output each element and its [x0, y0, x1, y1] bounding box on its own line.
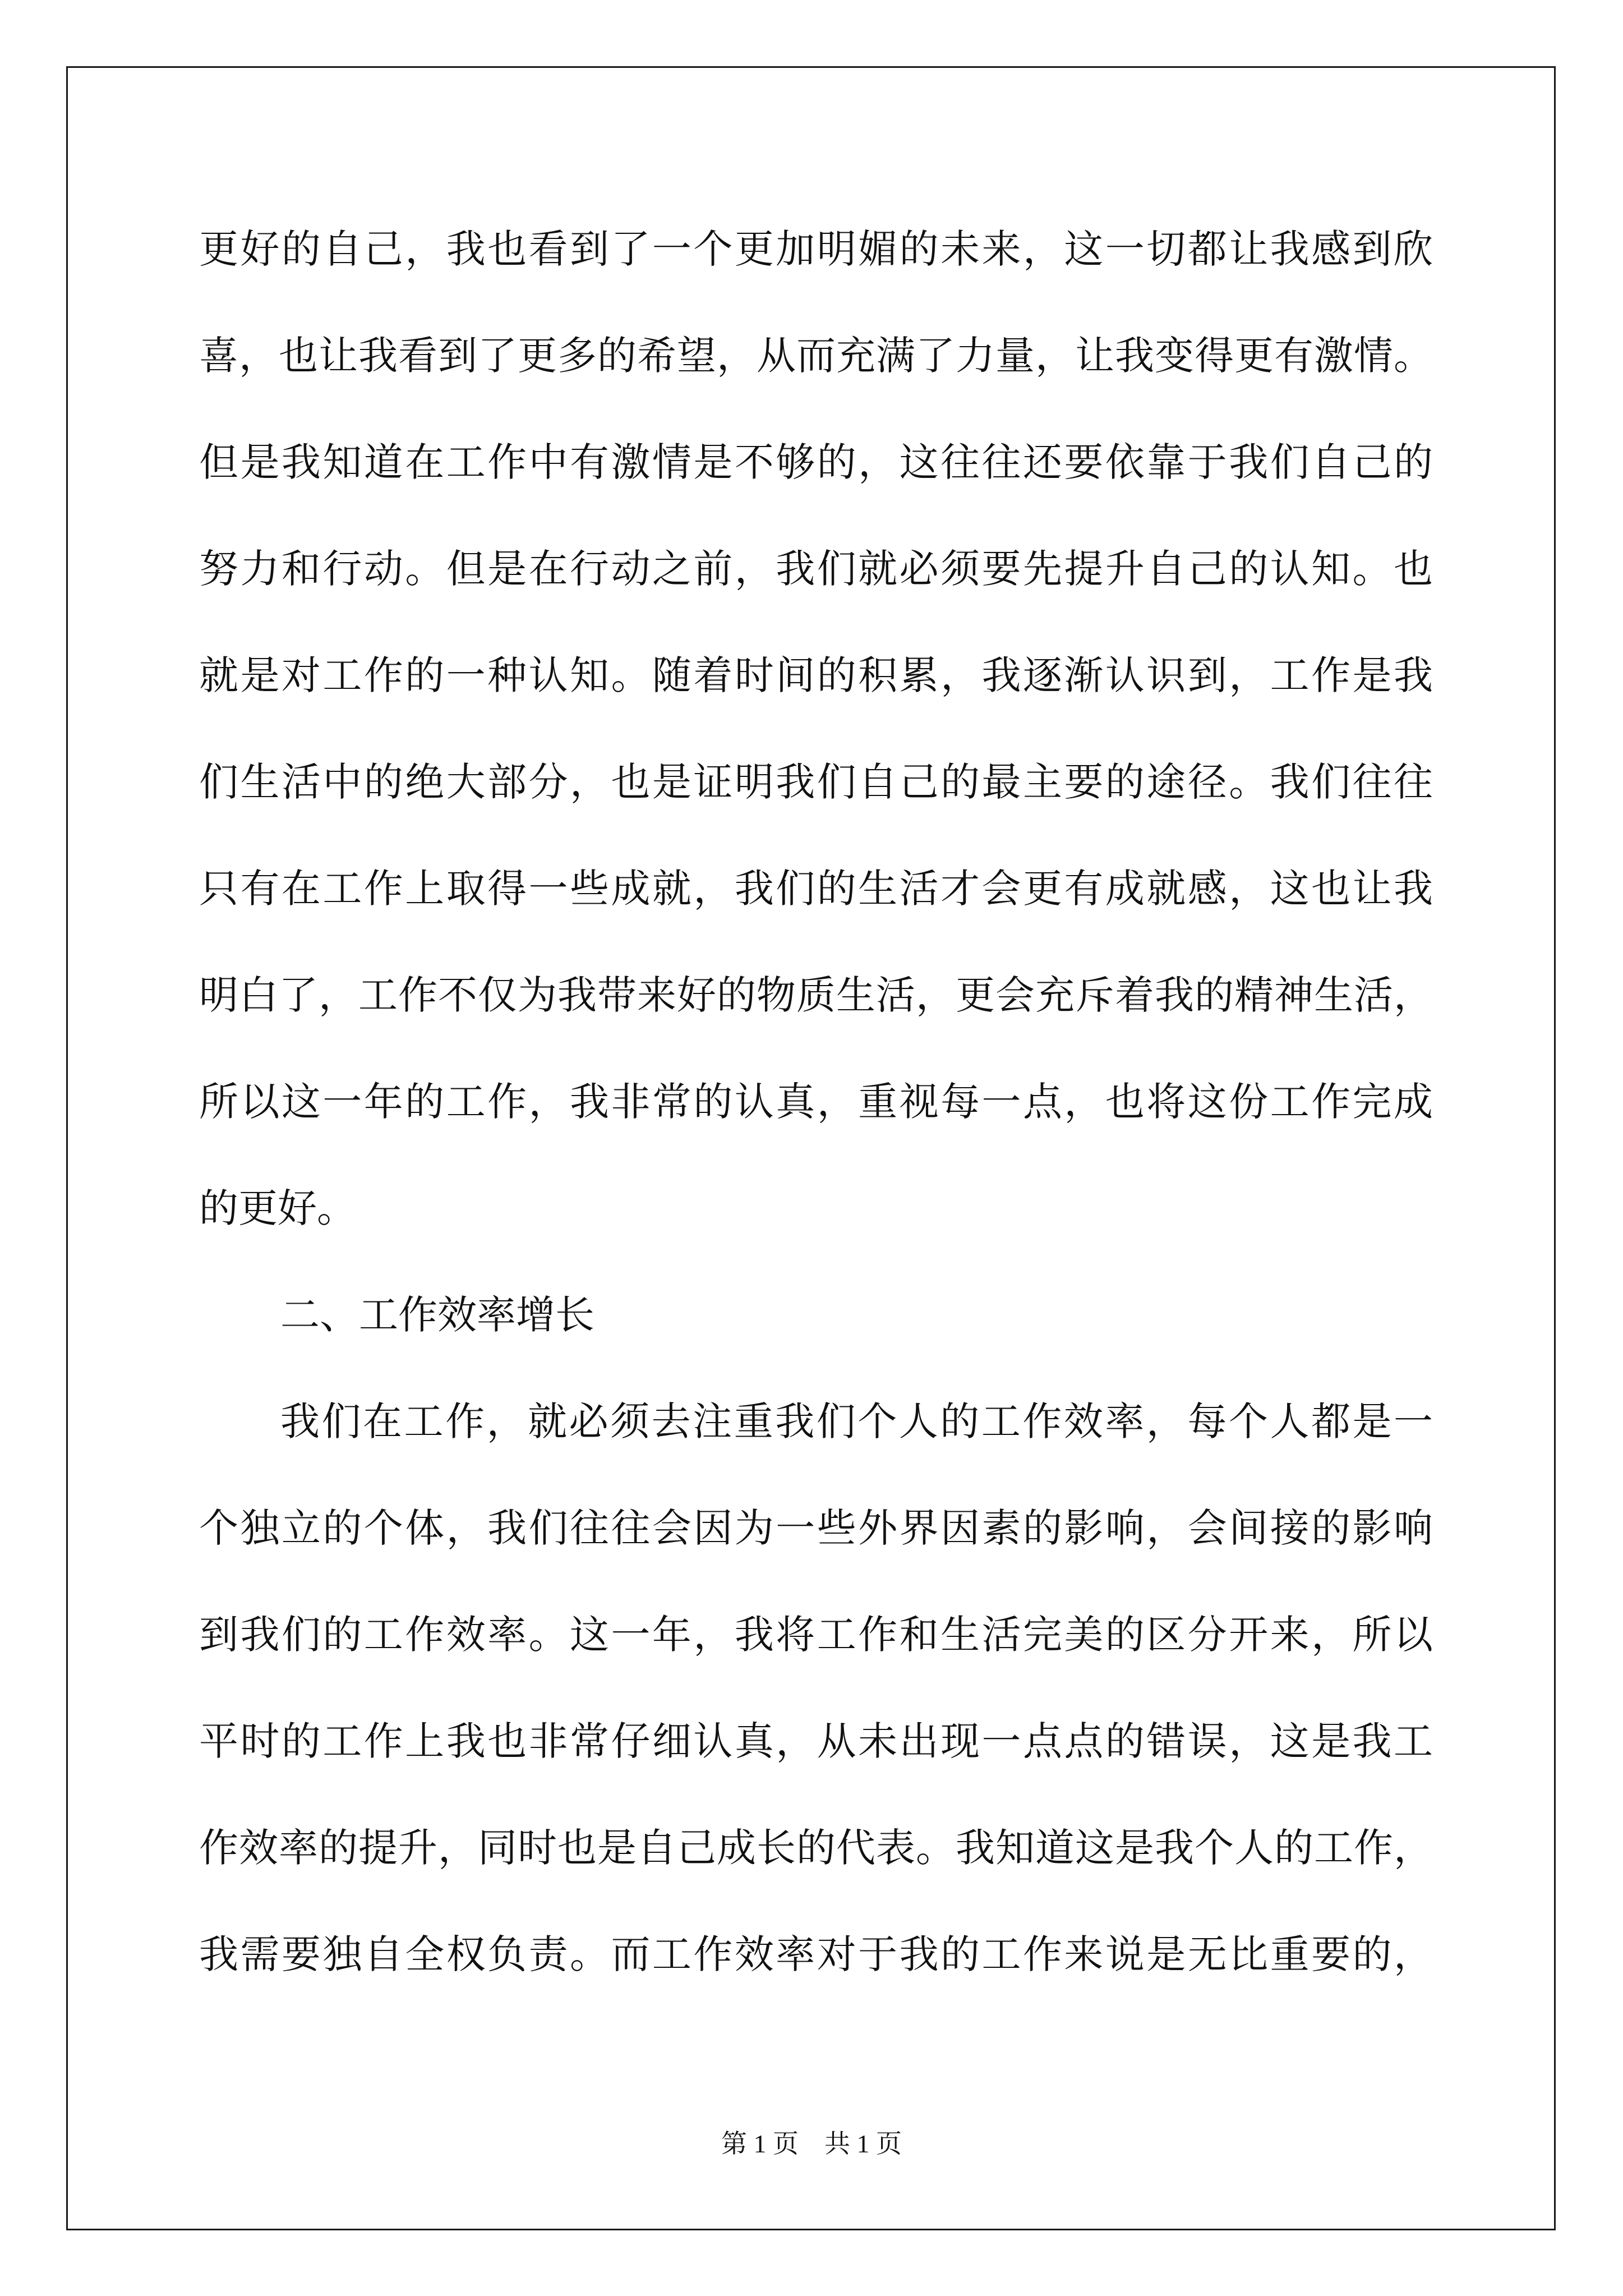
paragraph-line: 们生活中的绝大部分，也是证明我们自己的最主要的途径。我们往往	[199, 759, 1433, 805]
paragraph-line: 明白了，工作不仅为我带来好的物质生活，更会充斥着我的精神生活，	[199, 972, 1433, 1018]
paragraph-line: 到我们的工作效率。这一年，我将工作和生活完美的区分开来，所以	[199, 1612, 1433, 1658]
paragraph-line: 喜，也让我看到了更多的希望，从而充满了力量，让我变得更有激情。	[199, 333, 1433, 379]
paragraph-line: 所以这一年的工作，我非常的认真，重视每一点，也将这份工作完成	[199, 1079, 1433, 1125]
paragraph-line: 平时的工作上我也非常仔细认真，从未出现一点点的错误，这是我工	[199, 1718, 1433, 1764]
paragraph-line: 努力和行动。但是在行动之前，我们就必须要先提升自己的认知。也	[199, 546, 1433, 592]
paragraph-line: 只有在工作上取得一些成就，我们的生活才会更有成就感，这也让我	[199, 866, 1433, 912]
page-number-footer: 第 1 页 共 1 页	[721, 2129, 902, 2158]
paragraph-line: 更好的自己，我也看到了一个更加明媚的未来，这一切都让我感到欣	[199, 226, 1433, 272]
document-body	[199, 212, 1433, 2024]
paragraph-line: 个独立的个体，我们往往会因为一些外界因素的影响，会间接的影响	[199, 1505, 1433, 1551]
paragraph-line: 但是我知道在工作中有激情是不够的，这往往还要依靠于我们自己的	[199, 439, 1433, 485]
paragraph-line: 就是对工作的一种认知。随着时间的积累，我逐渐认识到，工作是我	[199, 652, 1433, 698]
paragraph-line: 的更好。	[199, 1185, 356, 1231]
section-heading: 二、工作效率增长	[280, 1292, 594, 1338]
paragraph-line: 我需要独自全权负责。而工作效率对于我的工作来说是无比重要的，	[199, 1931, 1433, 1977]
paragraph-line: 我们在工作，就必须去注重我们个人的工作效率，每个人都是一	[280, 1398, 1433, 1444]
paragraph-line: 作效率的提升，同时也是自己成长的代表。我知道这是我个人的工作，	[199, 1825, 1433, 1871]
